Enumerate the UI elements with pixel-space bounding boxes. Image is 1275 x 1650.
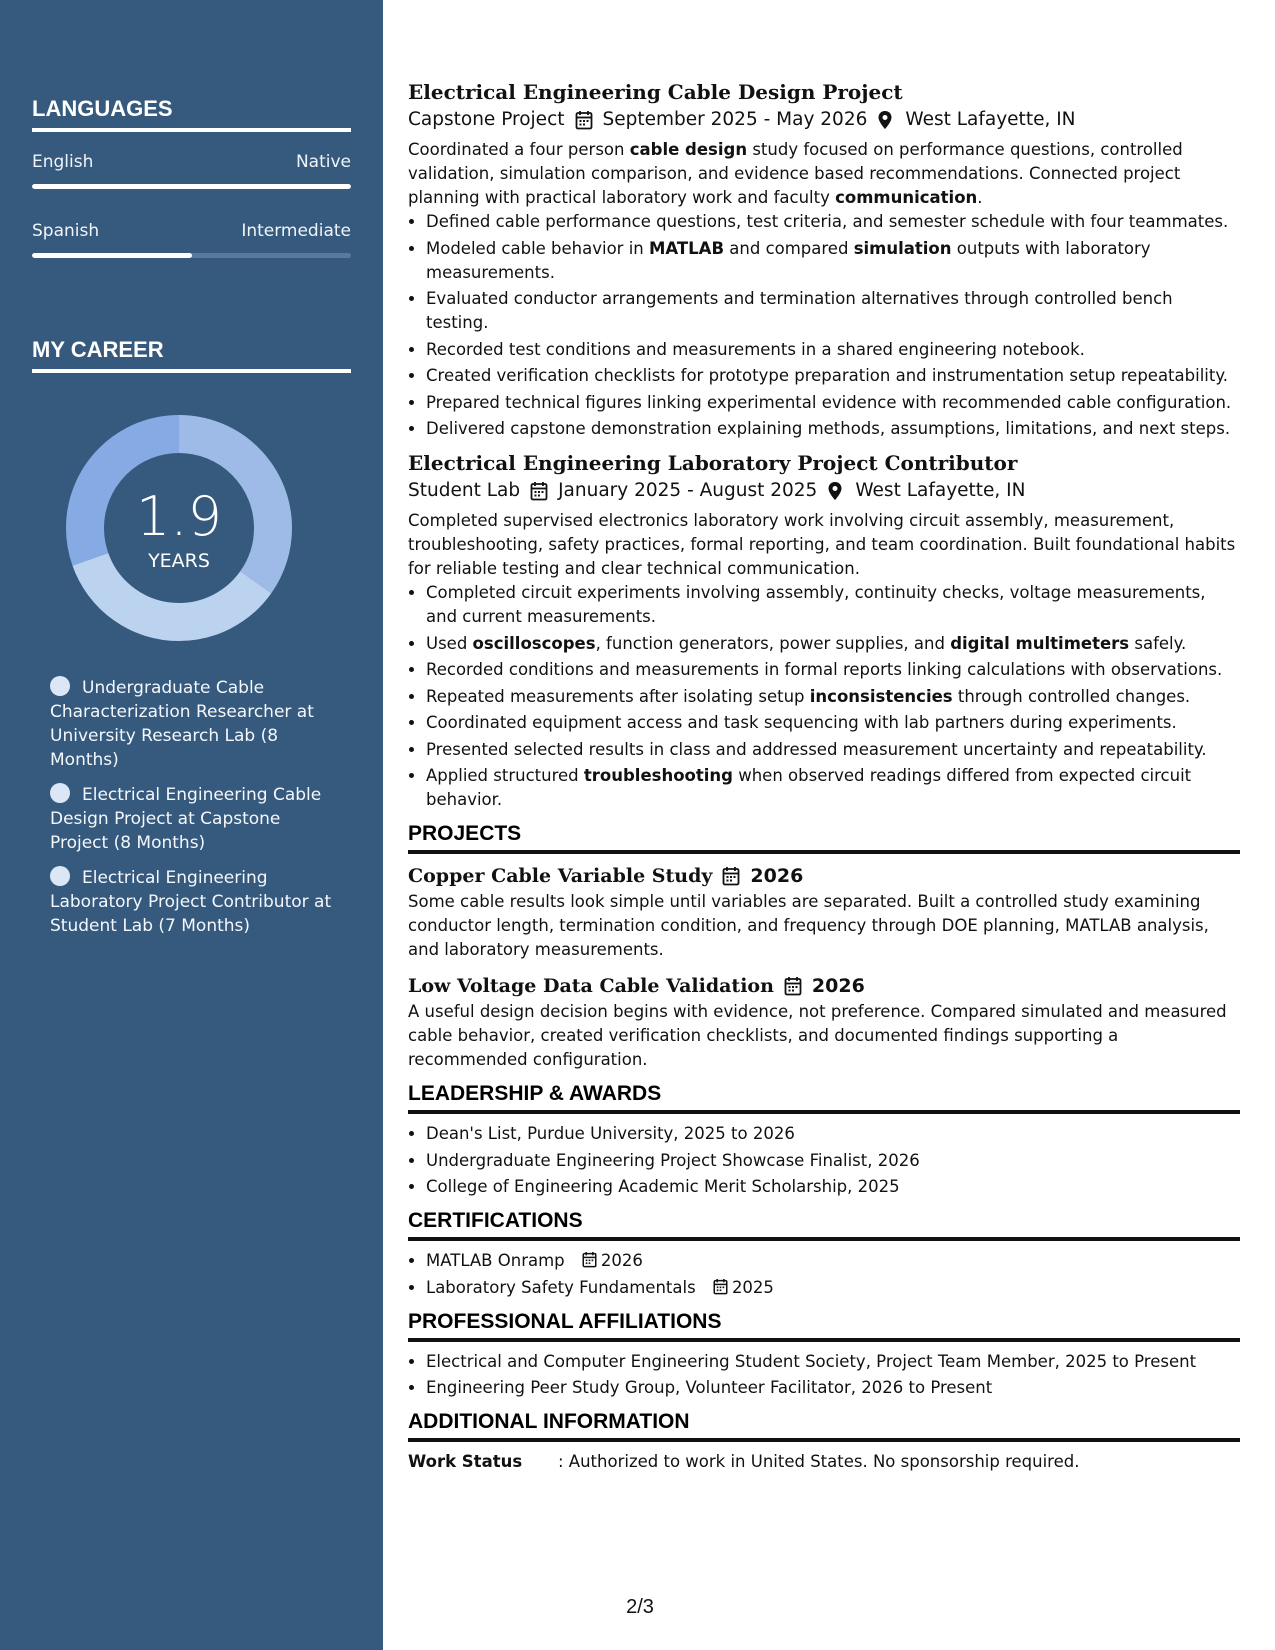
bullet-dot-icon (50, 866, 70, 886)
list-item: • Repeated measurements after isolating setup inconsistencies through controlled changes. (426, 685, 1240, 709)
languages-heading: LANGUAGES (32, 96, 351, 132)
job-bullets (408, 581, 1240, 812)
certification-name: MATLAB Onramp (426, 1251, 565, 1270)
calendar-icon (530, 481, 548, 501)
project-title: Copper Cable Variable Study (408, 865, 713, 887)
sidebar (0, 0, 383, 1650)
career-item-text: Electrical Engineering Cable Design Project at Capstone Project (8 Months) (50, 785, 322, 853)
projects-heading: PROJECTS (408, 822, 1240, 854)
bullet-dot-icon (50, 676, 70, 696)
certification-year: 2025 (731, 1277, 774, 1297)
language-row-spanish (32, 221, 351, 241)
page-number: 2/3 (626, 1596, 654, 1618)
list-item: • College of Engineering Academic Merit Scholarship, 2025 (426, 1175, 1240, 1199)
experience-entry (408, 449, 1240, 812)
list-item: • Engineering Peer Study Group, Volunteer Facilitator, 2026 to Present (426, 1376, 1240, 1400)
location-pin-icon (877, 110, 895, 130)
language-name: English (32, 152, 94, 172)
list-item: • Evaluated conductor arrangements and termination alternatives through controlled bench testing. (426, 287, 1240, 335)
language-bar-fill (32, 253, 192, 258)
job-dates: September 2025 - May 2026 (602, 109, 868, 130)
list-item: • Electrical and Computer Engineering Student Society, Project Team Member, 2025 to Present (426, 1350, 1240, 1374)
language-bar-english (32, 184, 351, 189)
career-item (50, 866, 340, 938)
list-item: • Recorded test conditions and measurements in a shared engineering notebook. (426, 338, 1240, 362)
calendar-icon (582, 1251, 597, 1268)
project-year: 2026 (750, 865, 804, 887)
certifications-heading: CERTIFICATIONS (408, 1209, 1240, 1241)
work-status-value: : Authorized to work in United States. No sponsorship required. (558, 1452, 1080, 1471)
bullet-dot-icon (50, 783, 70, 803)
affiliations-list (408, 1350, 1240, 1401)
certifications-list (408, 1249, 1240, 1300)
job-title: Electrical Engineering Laboratory Project Contributor (408, 451, 1018, 475)
work-status-row (408, 1450, 1240, 1474)
job-dates: January 2025 - August 2025 (558, 480, 818, 501)
career-donut-chart (66, 415, 292, 641)
language-bar-spanish (32, 253, 351, 258)
project-title: Low Voltage Data Cable Validation (408, 975, 774, 997)
career-years-value: 1.9 (136, 485, 222, 548)
location-pin-icon (827, 481, 845, 501)
list-item: • Dean's List, Purdue University, 2025 to 2026 (426, 1122, 1240, 1146)
certification-year: 2026 (600, 1251, 643, 1270)
career-heading: MY CAREER (32, 337, 351, 373)
job-location: West Lafayette, IN (855, 480, 1026, 501)
job-org: Capstone Project (408, 109, 565, 130)
language-level: Native (295, 152, 351, 172)
calendar-icon (713, 1278, 728, 1295)
list-item: • Recorded conditions and measurements in formal reports linking calculations with observations. (426, 658, 1240, 682)
career-item-text: Electrical Engineering Laboratory Project Contributor at Student Lab (7 Months) (50, 868, 332, 936)
calendar-icon (784, 976, 802, 996)
list-item (426, 1276, 1240, 1300)
career-item-text: Undergraduate Cable Characterization Researcher at University Research Lab (8 Months) (50, 678, 314, 770)
work-status-label: Work Status (408, 1452, 523, 1471)
list-item: • Defined cable performance questions, test criteria, and semester schedule with four teammates. (426, 210, 1240, 234)
list-item: • Coordinated equipment access and task sequencing with lab partners during experiments. (426, 711, 1240, 735)
certification-name: Laboratory Safety Fundamentals (426, 1277, 696, 1297)
list-item: • Delivered capstone demonstration explaining methods, assumptions, limitations, and next steps. (426, 417, 1240, 441)
calendar-icon (575, 110, 593, 130)
project-title-row (408, 972, 1240, 1000)
language-bar-fill (32, 184, 351, 189)
job-bullets (408, 210, 1240, 441)
project-description: Some cable results look simple until variables are separated. Built a controlled study examining conductor length, termination condition, and frequency through DOE planning, MATLAB analysis, and laboratory measurements. (408, 892, 1209, 959)
project-entry (408, 862, 1240, 962)
affiliations-heading: PROFESSIONAL AFFILIATIONS (408, 1310, 1240, 1342)
language-level: Intermediate (241, 221, 351, 241)
job-org: Student Lab (408, 480, 521, 501)
job-summary: Completed supervised electronics laboratory work involving circuit assembly, measurement, troubleshooting, safety practices, formal reporting, and team coordination. Built foundational habits for reliable testing and clear technical communication. (408, 511, 1236, 578)
calendar-icon (722, 866, 740, 886)
project-description: A useful design decision begins with evidence, not preference. Compared simulated and measured cable behavior, created verification checklists, and documented findings supporting a recommended configuration. (408, 1002, 1227, 1069)
list-item: • Modeled cable behavior in MATLAB and compared simulation outputs with laboratory measurements. (426, 237, 1240, 285)
language-row-english (32, 152, 351, 172)
certification-date (713, 1278, 774, 1297)
list-item: • Applied structured troubleshooting when observed readings differed from expected circuit behavior. (426, 764, 1240, 812)
job-meta (408, 106, 1240, 134)
project-title-row (408, 862, 1240, 890)
list-item: • Used oscilloscopes, function generators, power supplies, and digital multimeters safely. (426, 632, 1240, 656)
list-item: • Created verification checklists for prototype preparation and instrumentation setup repeatability. (426, 364, 1240, 388)
experience-entry (408, 78, 1240, 441)
certification-date (582, 1251, 643, 1270)
job-summary: Coordinated a four person cable design study focused on performance questions, controlled validation, simulation comparison, and evidence based recommendations. Connected project planning with practical laboratory work and faculty communication. (408, 140, 1183, 207)
leadership-list (408, 1122, 1240, 1199)
career-item (50, 676, 340, 772)
project-entry (408, 972, 1240, 1072)
language-name: Spanish (32, 221, 100, 241)
career-years-label: YEARS (148, 550, 210, 572)
job-location: West Lafayette, IN (905, 109, 1076, 130)
career-item (50, 783, 340, 855)
project-year: 2026 (811, 975, 865, 997)
list-item: • Presented selected results in class and addressed measurement uncertainty and repeatability. (426, 738, 1240, 762)
leadership-heading: LEADERSHIP & AWARDS (408, 1082, 1240, 1114)
job-meta (408, 477, 1240, 505)
career-list (50, 676, 340, 949)
list-item: • Prepared technical figures linking experimental evidence with recommended cable configuration. (426, 391, 1240, 415)
list-item: • Completed circuit experiments involving assembly, continuity checks, voltage measurements, and current measurements. (426, 581, 1240, 629)
job-title: Electrical Engineering Cable Design Project (408, 80, 903, 104)
additional-info-heading: ADDITIONAL INFORMATION (408, 1410, 1240, 1442)
list-item: • Undergraduate Engineering Project Showcase Finalist, 2026 (426, 1149, 1240, 1173)
list-item (426, 1249, 1240, 1273)
main-content (408, 78, 1240, 1474)
